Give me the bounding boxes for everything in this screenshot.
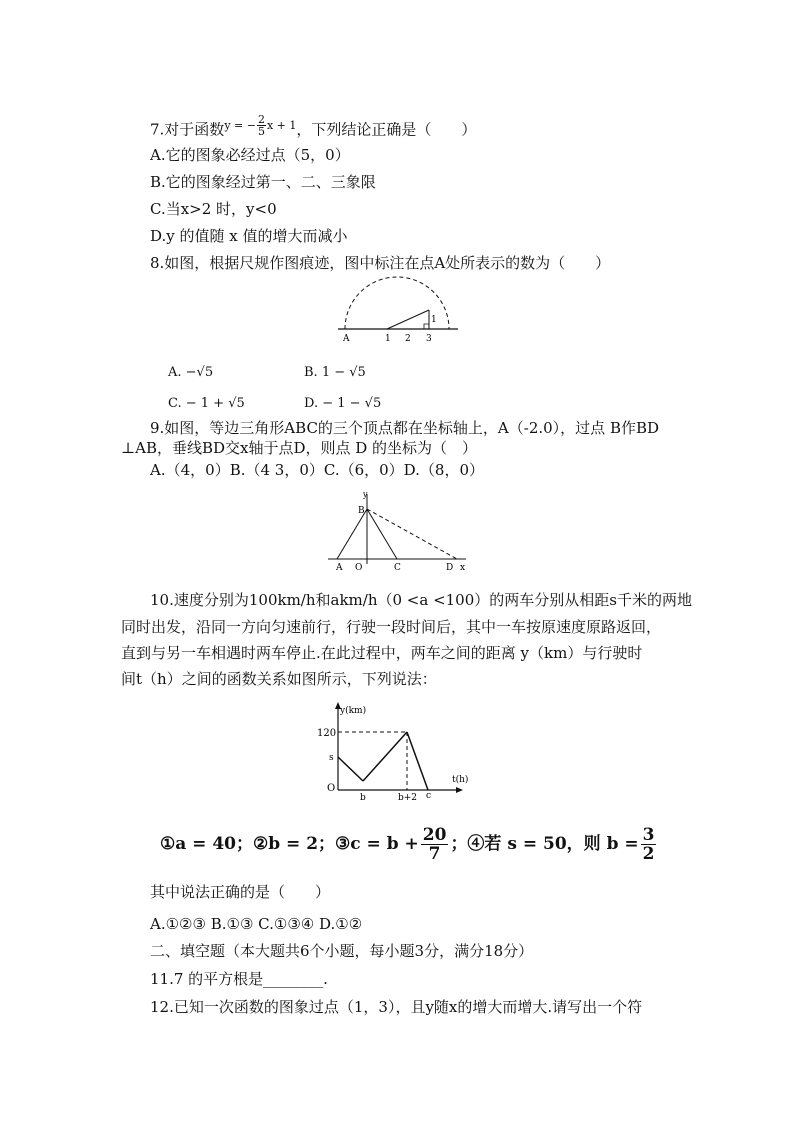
q7-stem [150,114,476,140]
q9-label-c: C [394,563,401,573]
q10-fraction-2: $\frac{3}{2}$ [642,825,655,864]
q10-statements [160,826,658,863]
q7-function: y = − 2 5 x + 1 [224,113,297,138]
q10-label-c: c [426,791,432,801]
q8-option-b: B. 1 − √5 [304,365,366,380]
q10-statement-part1: ①a = 40；②b = 2；③c = b + [160,834,419,854]
q7-option-c: C.当x>2 时，y<0 [150,200,277,218]
q10-label-o: O [327,783,336,794]
q8-figure [338,280,468,348]
q8-option-c: C. − 1 + √5 [168,396,245,411]
q8-option-d: D. − 1 − √5 [304,396,382,411]
q10-label-b2: b+2 [398,793,418,803]
q10-stem-line1: 10.速度分别为100km/h和akm/h（0 <a <100）的两车分别从相距s千米的两地 [150,591,692,609]
q10-options: A.①②③ B.①③ C.①③④ D.①② [150,915,363,933]
q7-fraction: $\frac{2}{5}$ [257,113,265,138]
q7-stem-before: 7.对于函数 [150,120,225,139]
q8-label-side: 1 [431,315,437,325]
q9-label-x: x [460,563,466,573]
q9-label-y: y [363,490,368,499]
section2-heading: 二、填空题（本大题共6个小题，每小题3分，满分18分） [150,942,534,960]
q8-label-1: 1 [385,334,391,344]
q10-label-t: t(h) [452,775,469,785]
q10-fraction-1: $\frac{20}{7}$ [422,825,447,864]
q9-stem-line2: ⊥AB，垂线BD交x轴于点D，则点 D 的坐标为（ ） [121,439,478,457]
q8-stem: 8.如图，根据尺规作图痕迹，图中标注在点A处所表示的数为（ ） [150,254,611,272]
q12-stem: 12.已知一次函数的图象过点（1，3），且y随x的增大而增大.请写出一个符 [150,998,643,1016]
q9-label-o: O [355,563,363,573]
q7-option-a: A.它的图象必经过点（5，0） [150,146,350,164]
q11-stem: 11.7 的平方根是________. [150,970,328,988]
q9-options: A.（4，0）B.（4 3，0）C.（6，0）D.（8，0） [150,461,485,479]
q9-label-a: A [336,563,343,573]
q7-stem-after: ，下列结论正确是（ ） [296,120,477,139]
q10-stem-line3: 直到与另一车相遇时两车停止.在此过程中，两车之间的距离 y（km）与行驶时 [121,644,643,662]
q9-label-b: B [358,506,365,516]
q9-label-d: D [446,563,454,573]
q10-figure [316,700,469,804]
q10-label-y: y(km) [340,706,367,716]
q9-figure [326,488,472,576]
q10-statement-part2: ；④若 s = 50，则 b = [450,834,639,854]
q10-stem-line4: 间t（h）之间的函数关系如图所示，下列说法： [121,670,437,688]
q8-label-3: 3 [426,334,432,344]
q10-stem-line2: 同时出发，沿同一方向匀速前行，行驶一段时间后，其中一车按原速度原路返回， [121,618,662,636]
q9-stem-line1: 9.如图，等边三角形ABC的三个顶点都在坐标轴上，A（-2.0），过点 B作BD [150,419,660,437]
q10-ask: 其中说法正确的是（ ） [150,883,331,901]
q7-option-d: D.y 的值随 x 值的增大而减小 [150,227,348,245]
q10-label-120: 120 [317,728,337,739]
q10-label-s: s [329,753,334,763]
q7-option-b: B.它的图象经过第一、二、三象限 [150,173,376,191]
q8-label-2: 2 [405,334,411,344]
q10-label-b: b [360,793,366,803]
q8-option-a: A. −√5 [168,365,214,380]
q8-label-a: A [343,334,350,344]
